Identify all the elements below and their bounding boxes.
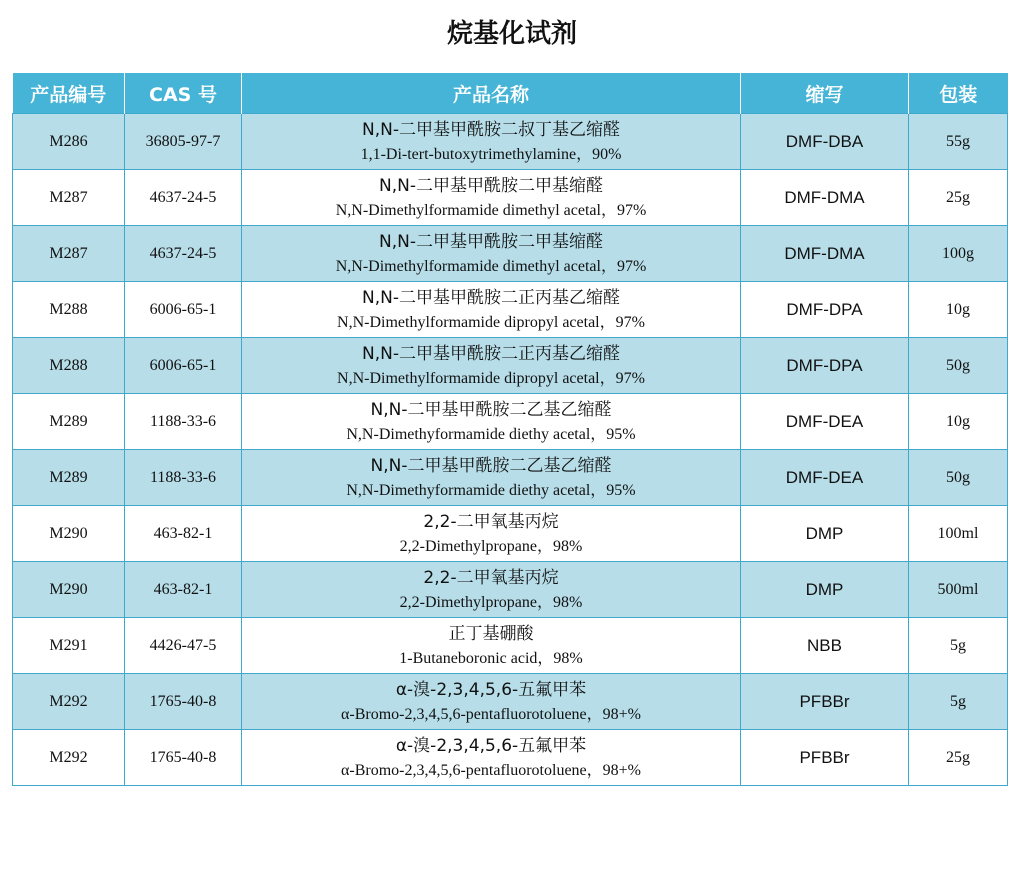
- abbreviation-cell: DMF-DMA: [741, 170, 909, 226]
- table-row: [13, 338, 1008, 394]
- product-name-chinese: α-溴-2,3,4,5,6-五氟甲苯: [395, 735, 587, 756]
- product-code-cell: M292: [13, 730, 125, 786]
- product-name-chinese: N,N-二甲基甲酰胺二乙基乙缩醛: [370, 455, 612, 476]
- product-name-chinese: N,N-二甲基甲酰胺二甲基缩醛: [379, 175, 603, 196]
- abbreviation-cell: DMF-DEA: [741, 394, 909, 450]
- table-row: [13, 730, 1008, 786]
- product-name-cell: [242, 450, 741, 506]
- table-row: [13, 674, 1008, 730]
- package-cell: 500ml: [909, 562, 1008, 618]
- abbreviation-cell: PFBBr: [741, 674, 909, 730]
- table-body: [13, 114, 1008, 786]
- product-name-cell: [242, 730, 741, 786]
- table-row: [13, 226, 1008, 282]
- product-name-english: 1,1-Di-tert-butoxytrimethylamine，90%: [360, 145, 622, 163]
- product-name-chinese: N,N-二甲基甲酰胺二正丙基乙缩醛: [362, 343, 620, 364]
- header-row: [13, 73, 1008, 114]
- abbreviation-cell: DMF-DPA: [741, 338, 909, 394]
- product-name-cell: [242, 394, 741, 450]
- product-code-cell: M289: [13, 394, 125, 450]
- cas-number-cell: 4637-24-5: [125, 170, 242, 226]
- product-code-cell: M288: [13, 338, 125, 394]
- product-name-chinese: 2,2-二甲氧基丙烷: [423, 511, 559, 532]
- cas-number-cell: 36805-97-7: [125, 114, 242, 170]
- product-code-cell: M286: [13, 114, 125, 170]
- package-cell: 25g: [909, 170, 1008, 226]
- product-name-english: 1-Butaneboronic acid，98%: [399, 649, 583, 667]
- product-name-chinese: 正丁基硼酸: [448, 623, 534, 644]
- product-name-english: N,N-Dimethyformamide diethy acetal，95%: [346, 425, 636, 443]
- header-package: 包装: [909, 73, 1008, 114]
- abbreviation-cell: DMF-DEA: [741, 450, 909, 506]
- abbreviation-cell: PFBBr: [741, 730, 909, 786]
- product-name-english: α-Bromo-2,3,4,5,6-pentafluorotoluene，98+%: [340, 761, 641, 779]
- cas-number-cell: 4426-47-5: [125, 618, 242, 674]
- package-cell: 10g: [909, 394, 1008, 450]
- table-row: [13, 618, 1008, 674]
- package-cell: 50g: [909, 338, 1008, 394]
- product-name-cell: [242, 562, 741, 618]
- cas-number-cell: 6006-65-1: [125, 338, 242, 394]
- header-abbreviation: 缩写: [741, 73, 909, 114]
- table-row: [13, 394, 1008, 450]
- product-name-chinese: α-溴-2,3,4,5,6-五氟甲苯: [395, 679, 587, 700]
- table-header: [13, 73, 1008, 114]
- package-cell: 25g: [909, 730, 1008, 786]
- table-row: [13, 282, 1008, 338]
- product-code-cell: M292: [13, 674, 125, 730]
- package-cell: 50g: [909, 450, 1008, 506]
- product-name-cell: [242, 226, 741, 282]
- cas-number-cell: 1765-40-8: [125, 674, 242, 730]
- product-code-cell: M290: [13, 506, 125, 562]
- abbreviation-cell: DMF-DMA: [741, 226, 909, 282]
- table-row: [13, 506, 1008, 562]
- header-cas-number: CAS 号: [125, 73, 242, 114]
- product-code-cell: M287: [13, 170, 125, 226]
- package-cell: 5g: [909, 618, 1008, 674]
- abbreviation-cell: DMF-DBA: [741, 114, 909, 170]
- product-table: [12, 73, 1008, 786]
- cas-number-cell: 1188-33-6: [125, 394, 242, 450]
- package-cell: 10g: [909, 282, 1008, 338]
- package-cell: 100ml: [909, 506, 1008, 562]
- product-code-cell: M290: [13, 562, 125, 618]
- package-cell: 100g: [909, 226, 1008, 282]
- table-row: [13, 450, 1008, 506]
- product-name-english: α-Bromo-2,3,4,5,6-pentafluorotoluene，98+%: [340, 705, 641, 723]
- product-name-cell: [242, 170, 741, 226]
- product-name-chinese: N,N-二甲基甲酰胺二甲基缩醛: [379, 231, 603, 252]
- cas-number-cell: 4637-24-5: [125, 226, 242, 282]
- cas-number-cell: 463-82-1: [125, 562, 242, 618]
- header-product-code: 产品编号: [13, 73, 125, 114]
- product-name-english: N,N-Dimethyformamide diethy acetal，95%: [346, 481, 636, 499]
- product-code-cell: M287: [13, 226, 125, 282]
- product-name-english: N,N-Dimethylformamide dimethyl acetal，97%: [335, 201, 647, 219]
- product-name-cell: [242, 338, 741, 394]
- cas-number-cell: 6006-65-1: [125, 282, 242, 338]
- cas-number-cell: 1188-33-6: [125, 450, 242, 506]
- header-product-name: 产品名称: [242, 73, 741, 114]
- abbreviation-cell: DMP: [741, 506, 909, 562]
- product-name-chinese: N,N-二甲基甲酰胺二正丙基乙缩醛: [362, 287, 620, 308]
- table-row: [13, 562, 1008, 618]
- product-name-english: 2,2-Dimethylpropane，98%: [399, 593, 583, 611]
- product-name-english: 2,2-Dimethylpropane，98%: [399, 537, 583, 555]
- product-name-cell: [242, 282, 741, 338]
- product-name-chinese: 2,2-二甲氧基丙烷: [423, 567, 559, 588]
- abbreviation-cell: NBB: [741, 618, 909, 674]
- table-row: [13, 114, 1008, 170]
- package-cell: 5g: [909, 674, 1008, 730]
- product-name-english: N,N-Dimethylformamide dipropyl acetal，97%: [337, 313, 645, 331]
- package-cell: 55g: [909, 114, 1008, 170]
- product-code-cell: M288: [13, 282, 125, 338]
- cas-number-cell: 463-82-1: [125, 506, 242, 562]
- product-name-cell: [242, 114, 741, 170]
- abbreviation-cell: DMF-DPA: [741, 282, 909, 338]
- abbreviation-cell: DMP: [741, 562, 909, 618]
- product-name-english: N,N-Dimethylformamide dipropyl acetal，97%: [337, 369, 645, 387]
- product-name-english: N,N-Dimethylformamide dimethyl acetal，97%: [335, 257, 647, 275]
- product-name-cell: [242, 618, 741, 674]
- product-name-cell: [242, 506, 741, 562]
- product-code-cell: M291: [13, 618, 125, 674]
- product-name-chinese: N,N-二甲基甲酰胺二叔丁基乙缩醛: [362, 119, 620, 140]
- table-row: [13, 170, 1008, 226]
- page-title: 烷基化试剂: [446, 19, 577, 49]
- product-name-chinese: N,N-二甲基甲酰胺二乙基乙缩醛: [370, 399, 612, 420]
- product-code-cell: M289: [13, 450, 125, 506]
- product-name-cell: [242, 674, 741, 730]
- cas-number-cell: 1765-40-8: [125, 730, 242, 786]
